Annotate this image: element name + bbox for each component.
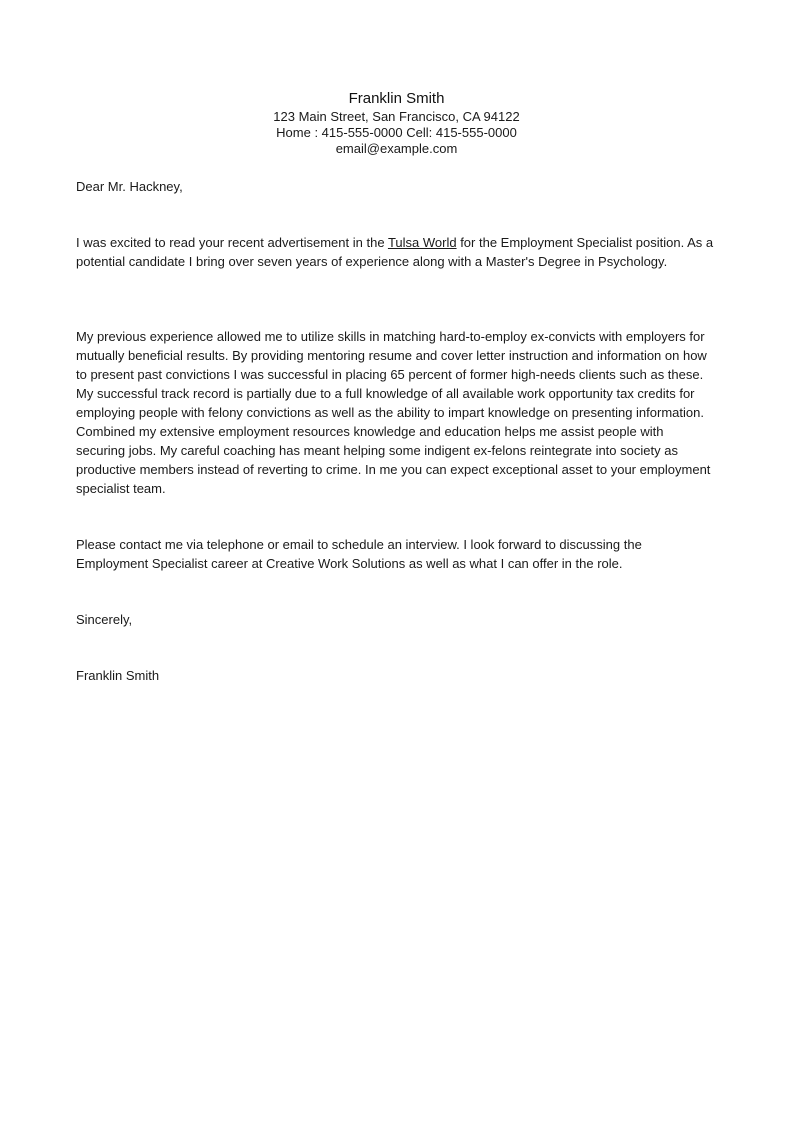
sender-email: email@example.com — [335, 141, 458, 156]
paragraph-intro-end: for the Employment Specialist position. As a potential candidate I bring over seven years of experience along with a Master's Degree in Psychology. — [76, 235, 714, 269]
paragraph-experience: My previous experience allowed me to utilize skills in matching hard-to-employ ex-convicts with employers for mutually beneficial results. By providing mentoring resume and cover letter instruction and information on how to present past convictions I was successful in placing 65 percent of former high-needs clients such as these. My successful track record is partially due to a full knowledge of all available work opportunity tax credits for employing people with felony convictions as well as the ability to impart knowledge on presenting information. Combined my extensive employment resources knowledge and education helps me assist people with securing jobs. My careful coaching has meant helping some indigent ex-felons reintegrate into society as productive members instead of reverting to crime. In me you can expect exceptional asset to your employment specialist team. — [76, 329, 711, 496]
paragraph-intro-start: I was excited to read your recent advertisement in the — [76, 235, 388, 250]
sender-name: Franklin Smith — [348, 90, 445, 107]
paragraph-intro — [76, 233, 716, 271]
closing: Sincerely, — [76, 612, 133, 627]
sender-phones: Home : 415-555-0000 Cell: 415-555-0000 — [276, 125, 517, 140]
salutation: Dear Mr. Hackney, — [76, 179, 183, 194]
signature-name: Franklin Smith — [76, 668, 160, 683]
letterhead — [0, 89, 793, 157]
paragraph-contact: Please contact me via telephone or email to schedule an interview. I look forward to discussing the Employment Specialist career at Creative Work Solutions as well as what I can offer in the role. — [76, 537, 642, 571]
sender-address: 123 Main Street, San Francisco, CA 94122 — [273, 109, 520, 124]
newspaper-link[interactable]: Tulsa World — [387, 235, 457, 250]
